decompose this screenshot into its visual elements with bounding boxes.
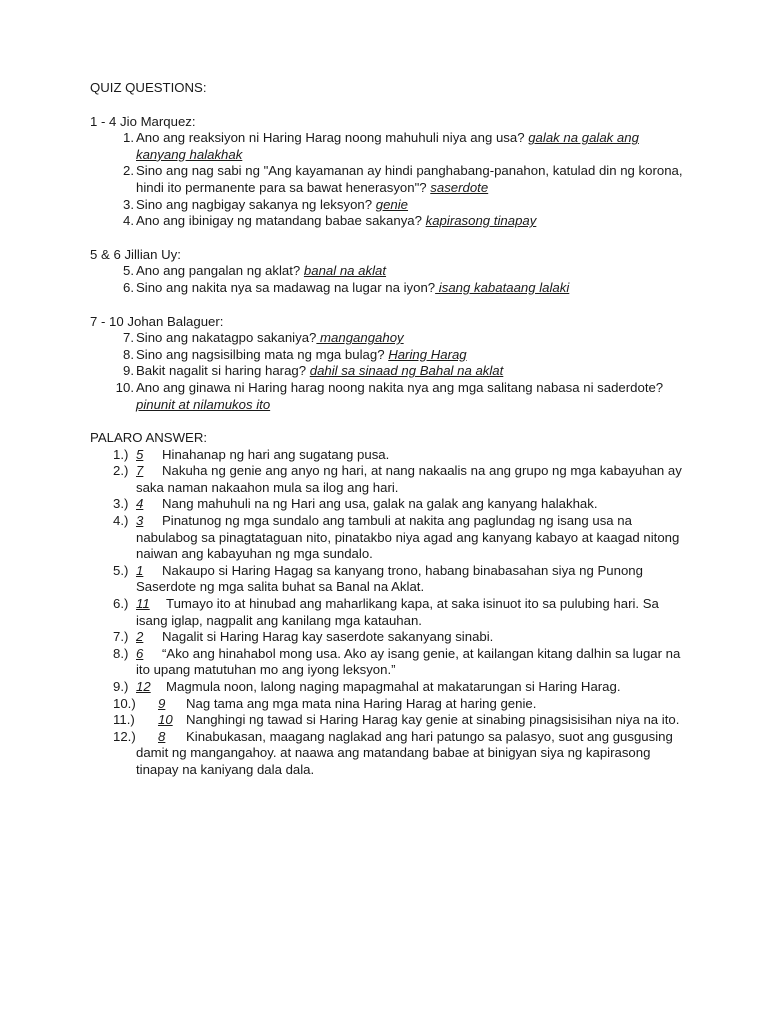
question-text: Ano ang reaksiyon ni Haring Harag noong mahuhuli niya ang usa? <box>136 130 529 146</box>
palaro-item <box>90 596 690 629</box>
palaro-item <box>90 679 690 696</box>
question-list <box>90 330 690 413</box>
palaro-number: 9.) <box>113 679 129 694</box>
palaro-number: 4.) <box>113 513 129 529</box>
question-number: 6. <box>123 279 134 295</box>
palaro-text: “Ako ang hinahabol mong usa. Ako ay isang genie, at kailangan kitang dalhin sa lugar na ito upang matutuhan mo ang iyong leksyon.” <box>136 645 681 678</box>
palaro-answer-blank: 7 <box>136 463 144 479</box>
quiz-section <box>90 314 690 414</box>
answer-text: kapirasong tinapay <box>425 213 537 229</box>
answer-text: saserdote <box>430 179 489 195</box>
quiz-sections <box>90 114 690 414</box>
question-text: Ano ang ibinigay ng matandang babae sakanya? <box>136 213 426 229</box>
answer-text: genie <box>375 196 409 212</box>
palaro-number: 3.) <box>113 496 129 512</box>
section-title: 1 - 4 Jio Marquez: <box>90 113 196 129</box>
palaro-number: 5.) <box>113 562 129 578</box>
palaro-text: Hinahanap ng hari ang sugatang pusa. <box>162 446 390 462</box>
palaro-text: Tumayo ito at hinubad ang maharlikang kapa, at saka isinuot ito sa pulubing hari. Sa isang iglap, nagpalit ang kanilang mga katauhan. <box>136 596 659 628</box>
question-item <box>90 197 690 214</box>
palaro-number: 7.) <box>113 629 129 645</box>
question-number: 3. <box>123 196 134 212</box>
palaro-item <box>90 496 690 513</box>
document-page <box>90 80 690 796</box>
quiz-questions-heading: QUIZ QUESTIONS: <box>90 80 207 95</box>
palaro-answer-blank: 8 <box>158 728 166 744</box>
palaro-text: Magmula noon, lalong naging mapagmahal at makatarungan si Haring Harag. <box>166 679 621 694</box>
palaro-text: Nakaupo si Haring Hagag sa kanyang trono, habang binabasahan siya ng Punong Saserdote ng mga salita buhat sa Banal na Aklat. <box>136 562 643 595</box>
question-item <box>90 163 690 196</box>
question-text: Sino ang nagbigay sakanya ng leksyon? <box>136 196 376 212</box>
answer-text: dahil sa sinaad ng Bahal na aklat <box>309 363 504 379</box>
palaro-text: Kinabukasan, maagang naglakad ang hari patungo sa palasyo, suot ang gusgusing damit ng mangangahoy. at naawa ang matandang babae at binigyan siya ng kapirasong tinapay na kaniyang dala dala. <box>136 728 673 777</box>
answer-text: isang kabataang lalaki <box>435 279 570 295</box>
palaro-answer-blank: 3 <box>136 513 144 529</box>
question-item <box>90 263 690 280</box>
question-text: Sino ang nakatagpo sakaniya? <box>136 330 317 346</box>
palaro-text: Nanghingi ng tawad si Haring Harag kay genie at sinabing pinagsisisihan niya na ito. <box>186 712 680 728</box>
palaro-item <box>90 629 690 646</box>
palaro-text: Nagalit si Haring Harag kay saserdote sakanyang sinabi. <box>162 629 494 645</box>
answer-text: pinunit at nilamukos ito <box>136 396 271 412</box>
palaro-text: Nang mahuhuli na ng Hari ang usa, galak na galak ang kanyang halakhak. <box>162 496 598 512</box>
question-item <box>90 213 690 230</box>
palaro-answer-blank: 2 <box>136 629 144 645</box>
question-item <box>90 330 690 347</box>
question-item <box>90 280 690 297</box>
question-text: Sino ang nagsisilbing mata ng mga bulag? <box>136 346 389 362</box>
palaro-list <box>90 447 690 779</box>
palaro-number: 6.) <box>113 596 129 612</box>
question-text: Sino ang nag sabi ng "Ang kayamanan ay hindi panghabang-panahon, katulad din ng korona, hindi ito permanente para sa bawat henerasyon"? <box>136 163 683 195</box>
question-number: 9. <box>123 363 134 379</box>
question-list <box>90 263 690 296</box>
question-item <box>90 380 690 413</box>
palaro-answer-blank: 12 <box>136 679 151 694</box>
palaro-number: 10.) <box>113 695 136 711</box>
question-text: Sino ang nakita nya sa madawag na lugar na iyon? <box>136 279 436 295</box>
section-title: 5 & 6 Jillian Uy: <box>90 246 181 262</box>
palaro-number: 1.) <box>113 446 129 462</box>
palaro-answer-blank: 9 <box>158 695 166 711</box>
question-number: 1. <box>123 130 134 146</box>
question-number: 2. <box>123 163 134 179</box>
quiz-section <box>90 247 690 297</box>
palaro-number: 2.) <box>113 463 129 479</box>
palaro-number: 11.) <box>113 712 135 728</box>
palaro-item <box>90 696 690 713</box>
palaro-answer-blank: 10 <box>158 712 173 728</box>
palaro-item <box>90 447 690 464</box>
palaro-text: Nakuha ng genie ang anyo ng hari, at nang nakaalis na ang grupo ng mga kabayuhan ay saka naman nakaahon mula sa ilog ang hari. <box>136 463 682 495</box>
question-number: 5. <box>123 263 134 279</box>
palaro-answer-blank: 11 <box>136 596 150 612</box>
question-item <box>90 130 690 163</box>
palaro-item <box>90 729 690 779</box>
palaro-item <box>90 563 690 596</box>
question-item <box>90 347 690 364</box>
quiz-section <box>90 114 690 230</box>
answer-text: mangangahoy <box>316 330 404 346</box>
palaro-text: Pinatunog ng mga sundalo ang tambuli at nakita ang paglundag ng isang usa na nabulabog sa pinagtataguan nito, pinatakbo niya agad ang kanyang kabayo at kaagad nitong naiwan ang kabayuhan ng mga sundalo. <box>136 513 680 562</box>
palaro-answer-blank: 1 <box>136 562 144 578</box>
palaro-number: 12.) <box>113 728 136 744</box>
palaro-item <box>90 646 690 679</box>
palaro-item <box>90 513 690 563</box>
section-title: 7 - 10 Johan Balaguer: <box>90 313 224 329</box>
palaro-answer-blank: 4 <box>136 496 144 512</box>
question-item <box>90 363 690 380</box>
question-number: 7. <box>123 330 134 346</box>
question-number: 10. <box>115 379 134 395</box>
palaro-item <box>90 463 690 496</box>
question-number: 8. <box>123 346 134 362</box>
answer-text: Haring Harag <box>388 346 467 362</box>
palaro-number: 8.) <box>113 645 129 661</box>
palaro-item <box>90 712 690 729</box>
question-text: Ano ang pangalan ng aklat? <box>136 263 304 279</box>
question-text: Ano ang ginawa ni Haring harag noong nakita nya ang mga salitang nabasa ni saderdote? <box>136 379 664 395</box>
answer-text: banal na aklat <box>303 263 387 279</box>
palaro-answer-blank: 6 <box>136 645 144 661</box>
answer-text: galak na galak ang kanyang halakhak <box>136 130 639 162</box>
palaro-title: PALARO ANSWER: <box>90 430 208 446</box>
palaro-section <box>90 430 690 778</box>
question-number: 4. <box>123 213 134 229</box>
palaro-text: Nag tama ang mga mata nina Haring Harag at haring genie. <box>186 695 537 711</box>
palaro-answer-blank: 5 <box>136 446 144 462</box>
question-list <box>90 130 690 230</box>
question-text: Bakit nagalit si haring harag? <box>136 363 310 379</box>
